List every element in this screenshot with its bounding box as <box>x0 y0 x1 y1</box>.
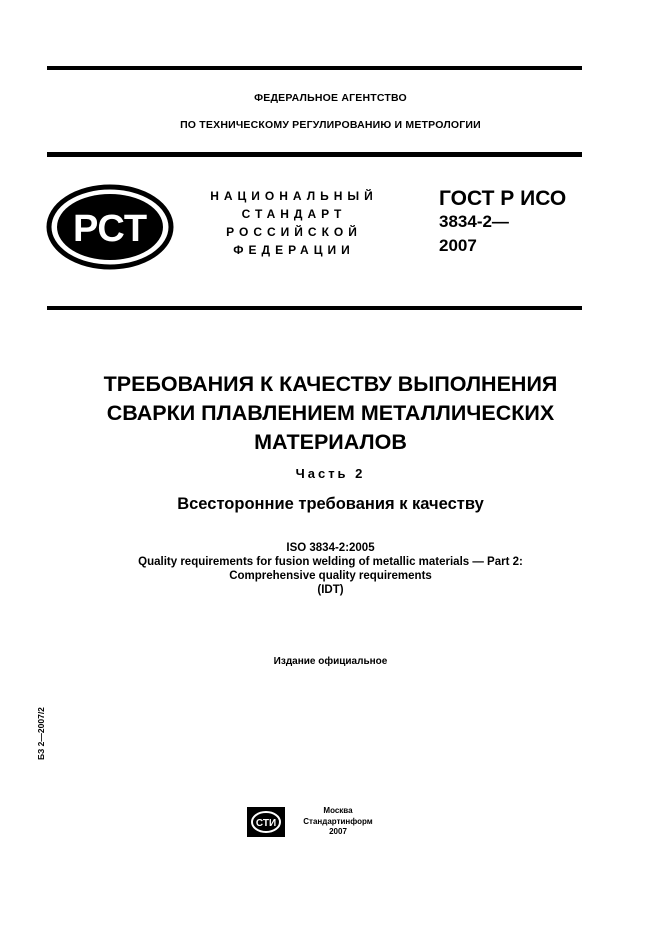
part-label: Часть 2 <box>295 466 366 481</box>
title-line-3: МАТЕРИАЛОВ <box>254 430 407 454</box>
publisher-logo-letters: СТИ <box>255 818 277 829</box>
nat-line-2: СТАНДАРТ <box>241 207 347 221</box>
publisher-name: Стандартинформ <box>303 816 373 826</box>
gost-line-3: 2007 <box>439 236 477 255</box>
rst-logo-icon <box>46 184 174 270</box>
iso-reference <box>0 541 661 597</box>
official-edition-label: Издание официальное <box>273 656 388 667</box>
subtitle: Всесторонние требования к качеству <box>177 495 484 513</box>
nat-line-3: РОССИЙСКОЙ <box>226 225 362 239</box>
rst-logo-letters: РСТ <box>72 208 148 250</box>
agency-line-2: ПО ТЕХНИЧЕСКОМУ РЕГУЛИРОВАНИЮ И МЕТРОЛОГИИ <box>180 119 481 131</box>
title-line-2: СВАРКИ ПЛАВЛЕНИЕМ МЕТАЛЛИЧЕСКИХ <box>106 401 555 425</box>
iso-line-4: (IDT) <box>317 584 344 596</box>
gost-line-1: ГОСТ Р ИСО <box>439 187 567 210</box>
header-rule <box>47 152 582 157</box>
publisher-year: 2007 <box>329 827 347 836</box>
gost-line-2: 3834-2— <box>439 212 509 231</box>
agency-line-1: ФЕДЕРАЛЬНОЕ АГЕНТСТВО <box>254 92 407 104</box>
iso-line-1: ISO 3834-2:2005 <box>286 542 375 554</box>
standard-number <box>439 187 566 258</box>
side-code: БЗ 2—2007/2 <box>36 707 46 760</box>
document-title <box>0 370 661 457</box>
publisher-block <box>290 806 386 838</box>
publisher-city: Москва <box>323 806 353 815</box>
title-line-1: ТРЕБОВАНИЯ К КАЧЕСТВУ ВЫПОЛНЕНИЯ <box>103 372 558 396</box>
national-standard-label <box>196 187 392 259</box>
nat-line-4: ФЕДЕРАЦИИ <box>233 243 355 257</box>
iso-line-2: Quality requirements for fusion welding of metallic materials — Part 2: <box>138 556 523 568</box>
standartinform-logo-icon <box>246 806 286 838</box>
top-rule <box>47 66 582 70</box>
logo-rule <box>47 306 582 310</box>
nat-line-1: НАЦИОНАЛЬНЫЙ <box>210 189 378 203</box>
iso-line-3: Comprehensive quality requirements <box>229 570 432 582</box>
